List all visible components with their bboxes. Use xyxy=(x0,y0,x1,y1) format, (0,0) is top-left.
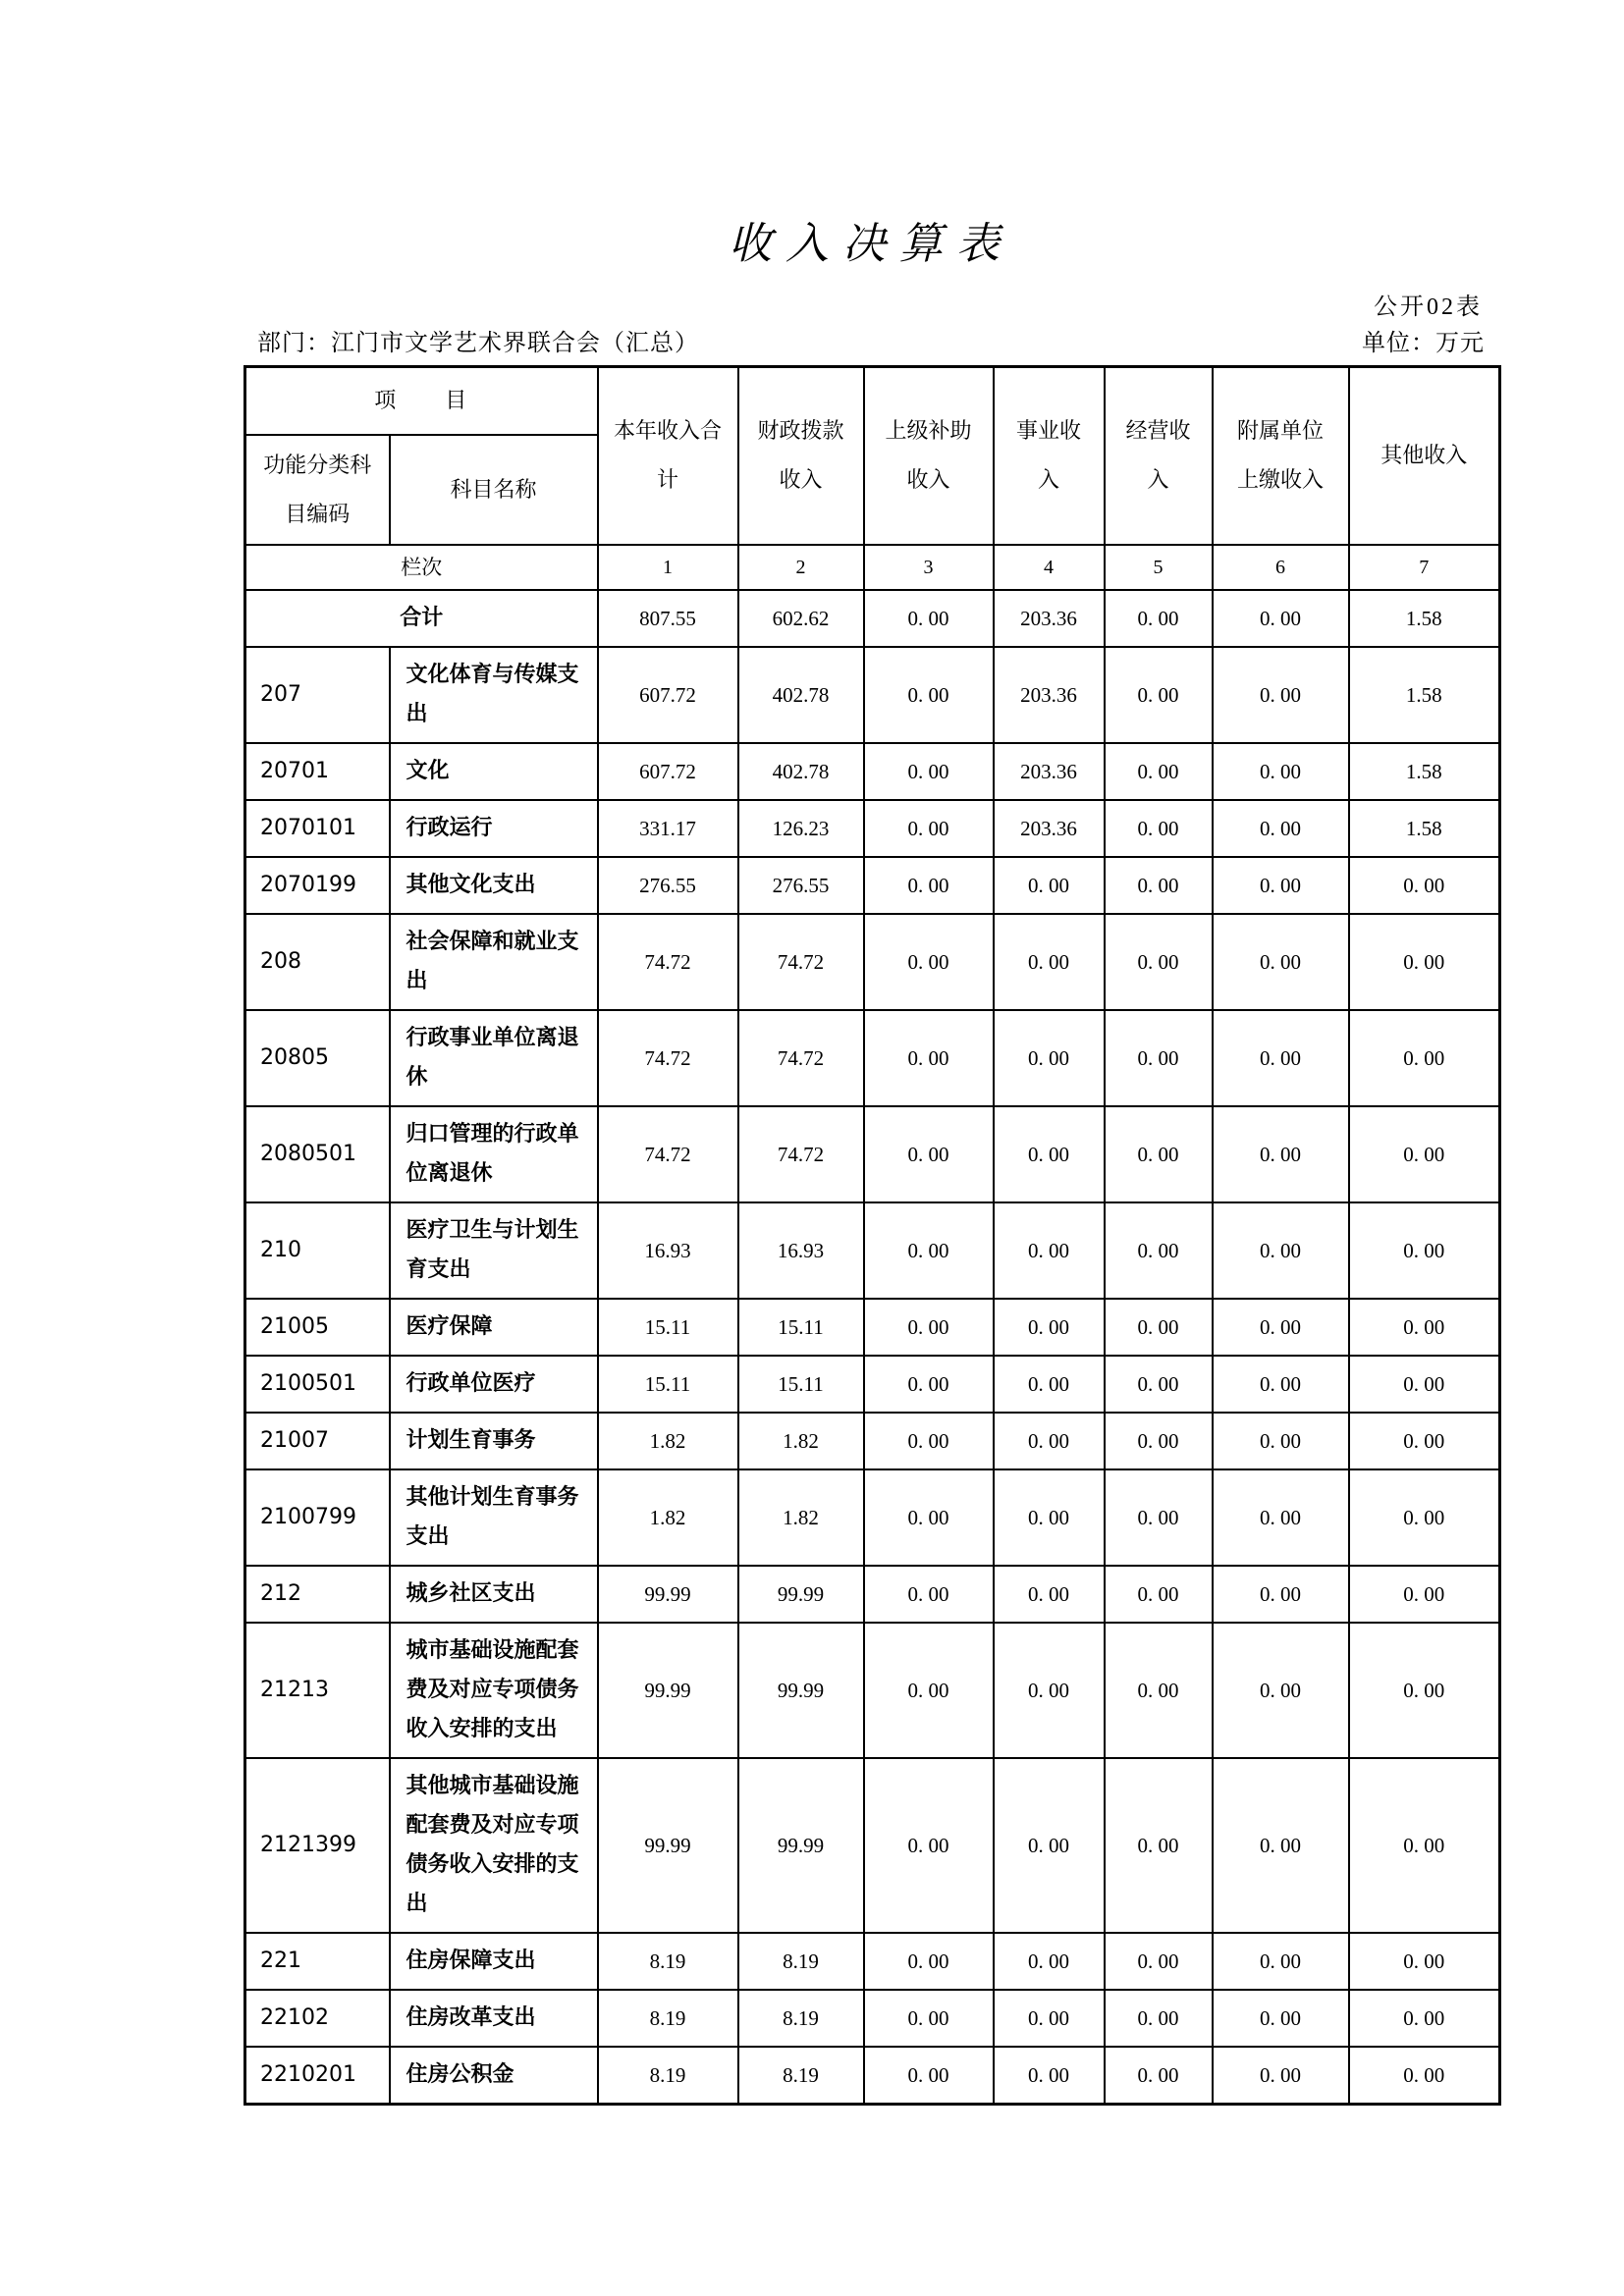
table-row xyxy=(245,1202,1500,1299)
row-code: 20701 xyxy=(245,743,390,800)
row-value: 0. 00 xyxy=(994,1356,1105,1413)
row-value: 0. 00 xyxy=(994,1299,1105,1356)
row-value: 1.82 xyxy=(598,1469,738,1566)
row-code: 2121399 xyxy=(245,1758,390,1933)
column-header-5: 经营收入 xyxy=(1105,367,1213,545)
row-value: 0. 00 xyxy=(1105,647,1213,743)
row-code: 20805 xyxy=(245,1010,390,1106)
row-value: 0. 00 xyxy=(994,857,1105,914)
row-value: 0. 00 xyxy=(1105,590,1213,647)
row-value: 0. 00 xyxy=(1105,1469,1213,1566)
row-value: 203.36 xyxy=(994,590,1105,647)
row-value: 0. 00 xyxy=(1349,914,1500,1010)
row-value: 0. 00 xyxy=(864,857,994,914)
column-index-7: 7 xyxy=(1349,545,1500,590)
row-value: 15.11 xyxy=(738,1299,864,1356)
row-code: 207 xyxy=(245,647,390,743)
row-value: 0. 00 xyxy=(864,2047,994,2105)
table-row xyxy=(245,1299,1500,1356)
row-value: 0. 00 xyxy=(864,647,994,743)
row-value: 0. 00 xyxy=(1105,1933,1213,1990)
total-row xyxy=(245,590,1500,647)
row-value: 0. 00 xyxy=(864,1758,994,1933)
column-header-6: 附属单位上缴收入 xyxy=(1213,367,1349,545)
row-value: 0. 00 xyxy=(1105,1202,1213,1299)
column-header-1: 本年收入合计 xyxy=(598,367,738,545)
unit-label: 单位：万元 xyxy=(1362,331,1485,356)
row-value: 0. 00 xyxy=(1213,1106,1349,1202)
row-value: 0. 00 xyxy=(864,1566,994,1623)
corner-project-label: 项 目 xyxy=(245,367,598,435)
row-value: 0. 00 xyxy=(1349,1758,1500,1933)
row-value: 0. 00 xyxy=(1105,2047,1213,2105)
row-value: 0. 00 xyxy=(1213,1758,1349,1933)
row-name: 其他城市基础设施配套费及对应专项债务收入安排的支出 xyxy=(390,1758,598,1933)
row-value: 276.55 xyxy=(738,857,864,914)
row-value: 0. 00 xyxy=(1105,857,1213,914)
row-value: 0. 00 xyxy=(1105,1758,1213,1933)
row-value: 0. 00 xyxy=(1349,857,1500,914)
row-value: 0. 00 xyxy=(864,1933,994,1990)
row-value: 15.11 xyxy=(598,1299,738,1356)
income-table xyxy=(244,365,1501,2106)
row-value: 0. 00 xyxy=(864,743,994,800)
row-code: 22102 xyxy=(245,1990,390,2047)
row-value: 0. 00 xyxy=(1349,1202,1500,1299)
row-name: 城市基础设施配套费及对应专项债务收入安排的支出 xyxy=(390,1623,598,1758)
row-value: 126.23 xyxy=(738,800,864,857)
row-code: 21005 xyxy=(245,1299,390,1356)
row-value: 16.93 xyxy=(598,1202,738,1299)
table-row xyxy=(245,1990,1500,2047)
row-value: 74.72 xyxy=(738,1010,864,1106)
row-value: 607.72 xyxy=(598,647,738,743)
table-code-label: 公开02表 xyxy=(1374,294,1483,320)
row-value: 0. 00 xyxy=(1213,647,1349,743)
column-index-3: 3 xyxy=(864,545,994,590)
row-value: 607.72 xyxy=(598,743,738,800)
row-name: 计划生育事务 xyxy=(390,1413,598,1469)
table-row xyxy=(245,800,1500,857)
row-value: 0. 00 xyxy=(994,1413,1105,1469)
row-code: 2070101 xyxy=(245,800,390,857)
row-name: 行政单位医疗 xyxy=(390,1356,598,1413)
column-index-2: 2 xyxy=(738,545,864,590)
row-code: 212 xyxy=(245,1566,390,1623)
row-value: 0. 00 xyxy=(994,1202,1105,1299)
column-header-2: 财政拨款收入 xyxy=(738,367,864,545)
row-name: 社会保障和就业支出 xyxy=(390,914,598,1010)
row-value: 0. 00 xyxy=(864,1990,994,2047)
row-value: 0. 00 xyxy=(1213,1623,1349,1758)
column-index-row xyxy=(245,545,1500,590)
row-name: 行政运行 xyxy=(390,800,598,857)
table-row xyxy=(245,1413,1500,1469)
table-row xyxy=(245,1106,1500,1202)
row-value: 0. 00 xyxy=(864,1623,994,1758)
row-name: 其他文化支出 xyxy=(390,857,598,914)
row-value: 0. 00 xyxy=(864,1413,994,1469)
row-value: 0. 00 xyxy=(864,1202,994,1299)
row-code: 21007 xyxy=(245,1413,390,1469)
table-row xyxy=(245,1623,1500,1758)
row-value: 0. 00 xyxy=(1213,1010,1349,1106)
table-row xyxy=(245,1933,1500,1990)
column-index-6: 6 xyxy=(1213,545,1349,590)
row-value: 0. 00 xyxy=(994,1623,1105,1758)
table-row xyxy=(245,1356,1500,1413)
row-value: 1.82 xyxy=(738,1413,864,1469)
row-value: 8.19 xyxy=(738,2047,864,2105)
row-value: 0. 00 xyxy=(1105,1413,1213,1469)
table-row xyxy=(245,743,1500,800)
row-value: 0. 00 xyxy=(1213,1299,1349,1356)
column-index-5: 5 xyxy=(1105,545,1213,590)
row-value: 0. 00 xyxy=(994,1990,1105,2047)
row-value: 0. 00 xyxy=(1349,1356,1500,1413)
table-body xyxy=(245,590,1500,2105)
department-label: 部门：江门市文学艺术界联合会（汇总） xyxy=(257,331,699,356)
row-value: 8.19 xyxy=(598,1933,738,1990)
header-row-project xyxy=(245,367,1500,435)
row-value: 0. 00 xyxy=(1105,1106,1213,1202)
column-header-7: 其他收入 xyxy=(1349,367,1500,545)
row-value: 8.19 xyxy=(738,1933,864,1990)
column-index-1: 1 xyxy=(598,545,738,590)
row-value: 0. 00 xyxy=(1105,743,1213,800)
report-title: 收入决算表 xyxy=(729,219,1013,269)
row-value: 74.72 xyxy=(738,914,864,1010)
row-value: 0. 00 xyxy=(864,800,994,857)
row-value: 402.78 xyxy=(738,647,864,743)
row-value: 99.99 xyxy=(738,1758,864,1933)
row-value: 0. 00 xyxy=(1349,1010,1500,1106)
row-value: 807.55 xyxy=(598,590,738,647)
table-row xyxy=(245,914,1500,1010)
row-value: 0. 00 xyxy=(1105,1356,1213,1413)
table-row xyxy=(245,1566,1500,1623)
corner-code-label: 功能分类科目编码 xyxy=(245,435,390,545)
row-value: 1.58 xyxy=(1349,743,1500,800)
row-code: 208 xyxy=(245,914,390,1010)
table-row xyxy=(245,1010,1500,1106)
row-name: 医疗保障 xyxy=(390,1299,598,1356)
row-value: 0. 00 xyxy=(994,1566,1105,1623)
corner-name-label: 科目名称 xyxy=(390,435,598,545)
row-value: 0. 00 xyxy=(1349,2047,1500,2105)
row-name: 城乡社区支出 xyxy=(390,1566,598,1623)
row-value: 0. 00 xyxy=(864,590,994,647)
row-value: 0. 00 xyxy=(1105,1010,1213,1106)
row-value: 0. 00 xyxy=(1105,1623,1213,1758)
row-value: 0. 00 xyxy=(1213,1413,1349,1469)
row-value: 0. 00 xyxy=(1213,590,1349,647)
row-value: 74.72 xyxy=(598,1106,738,1202)
row-value: 0. 00 xyxy=(864,1010,994,1106)
row-value: 203.36 xyxy=(994,647,1105,743)
row-code: 221 xyxy=(245,1933,390,1990)
row-name: 文化 xyxy=(390,743,598,800)
table-row xyxy=(245,1758,1500,1933)
row-value: 0. 00 xyxy=(994,2047,1105,2105)
row-value: 0. 00 xyxy=(864,914,994,1010)
row-value: 0. 00 xyxy=(1213,1356,1349,1413)
row-value: 0. 00 xyxy=(1349,1469,1500,1566)
row-value: 0. 00 xyxy=(994,1010,1105,1106)
row-code: 2100501 xyxy=(245,1356,390,1413)
row-value: 0. 00 xyxy=(1349,1299,1500,1356)
row-code: 210 xyxy=(245,1202,390,1299)
row-value: 0. 00 xyxy=(1105,1566,1213,1623)
row-code: 2080501 xyxy=(245,1106,390,1202)
row-value: 0. 00 xyxy=(864,1356,994,1413)
row-value: 0. 00 xyxy=(1349,1623,1500,1758)
row-value: 276.55 xyxy=(598,857,738,914)
row-value: 16.93 xyxy=(738,1202,864,1299)
row-value: 0. 00 xyxy=(1105,1990,1213,2047)
row-value: 99.99 xyxy=(598,1623,738,1758)
row-value: 1.58 xyxy=(1349,647,1500,743)
row-value: 0. 00 xyxy=(1213,743,1349,800)
table-row xyxy=(245,857,1500,914)
row-value: 1.58 xyxy=(1349,590,1500,647)
row-name: 医疗卫生与计划生育支出 xyxy=(390,1202,598,1299)
row-name: 文化体育与传媒支出 xyxy=(390,647,598,743)
row-value: 0. 00 xyxy=(994,1469,1105,1566)
row-value: 0. 00 xyxy=(1105,914,1213,1010)
row-value: 99.99 xyxy=(598,1758,738,1933)
row-value: 0. 00 xyxy=(864,1469,994,1566)
row-value: 0. 00 xyxy=(1213,1566,1349,1623)
row-value: 0. 00 xyxy=(864,1299,994,1356)
corner-rowindex-label: 栏次 xyxy=(245,545,598,590)
row-name: 住房改革支出 xyxy=(390,1990,598,2047)
row-value: 203.36 xyxy=(994,800,1105,857)
row-value: 0. 00 xyxy=(1213,914,1349,1010)
row-name: 其他计划生育事务支出 xyxy=(390,1469,598,1566)
row-name: 合计 xyxy=(245,590,598,647)
row-value: 99.99 xyxy=(738,1566,864,1623)
row-code: 2070199 xyxy=(245,857,390,914)
row-value: 1.82 xyxy=(738,1469,864,1566)
row-value: 8.19 xyxy=(598,2047,738,2105)
row-value: 99.99 xyxy=(738,1623,864,1758)
row-value: 331.17 xyxy=(598,800,738,857)
table-row xyxy=(245,647,1500,743)
row-value: 0. 00 xyxy=(1105,1299,1213,1356)
row-value: 402.78 xyxy=(738,743,864,800)
row-value: 74.72 xyxy=(598,1010,738,1106)
row-value: 0. 00 xyxy=(994,914,1105,1010)
row-value: 0. 00 xyxy=(1213,1933,1349,1990)
row-value: 0. 00 xyxy=(1349,1413,1500,1469)
row-value: 0. 00 xyxy=(1213,1202,1349,1299)
column-header-4: 事业收入 xyxy=(994,367,1105,545)
row-value: 0. 00 xyxy=(994,1106,1105,1202)
row-value: 0. 00 xyxy=(994,1933,1105,1990)
row-name: 行政事业单位离退休 xyxy=(390,1010,598,1106)
row-value: 8.19 xyxy=(738,1990,864,2047)
row-value: 0. 00 xyxy=(1213,857,1349,914)
row-value: 15.11 xyxy=(598,1356,738,1413)
row-value: 0. 00 xyxy=(1213,1469,1349,1566)
row-name: 归口管理的行政单位离退休 xyxy=(390,1106,598,1202)
row-code: 2100799 xyxy=(245,1469,390,1566)
row-value: 0. 00 xyxy=(1349,1106,1500,1202)
row-code: 21213 xyxy=(245,1623,390,1758)
row-value: 0. 00 xyxy=(1105,800,1213,857)
row-value: 0. 00 xyxy=(1213,800,1349,857)
row-value: 0. 00 xyxy=(1213,2047,1349,2105)
row-value: 1.82 xyxy=(598,1413,738,1469)
row-value: 0. 00 xyxy=(1349,1990,1500,2047)
row-value: 602.62 xyxy=(738,590,864,647)
row-value: 99.99 xyxy=(598,1566,738,1623)
row-value: 0. 00 xyxy=(864,1106,994,1202)
row-value: 0. 00 xyxy=(1213,1990,1349,2047)
table-row xyxy=(245,1469,1500,1566)
row-value: 0. 00 xyxy=(1349,1933,1500,1990)
row-code: 2210201 xyxy=(245,2047,390,2105)
row-value: 74.72 xyxy=(598,914,738,1010)
meta-row xyxy=(244,323,1498,357)
row-value: 74.72 xyxy=(738,1106,864,1202)
table-row xyxy=(245,2047,1500,2105)
row-value: 8.19 xyxy=(598,1990,738,2047)
row-value: 203.36 xyxy=(994,743,1105,800)
column-header-3: 上级补助收入 xyxy=(864,367,994,545)
row-value: 1.58 xyxy=(1349,800,1500,857)
row-value: 15.11 xyxy=(738,1356,864,1413)
row-name: 住房保障支出 xyxy=(390,1933,598,1990)
row-value: 0. 00 xyxy=(994,1758,1105,1933)
row-value: 0. 00 xyxy=(1349,1566,1500,1623)
row-name: 住房公积金 xyxy=(390,2047,598,2105)
column-index-4: 4 xyxy=(994,545,1105,590)
